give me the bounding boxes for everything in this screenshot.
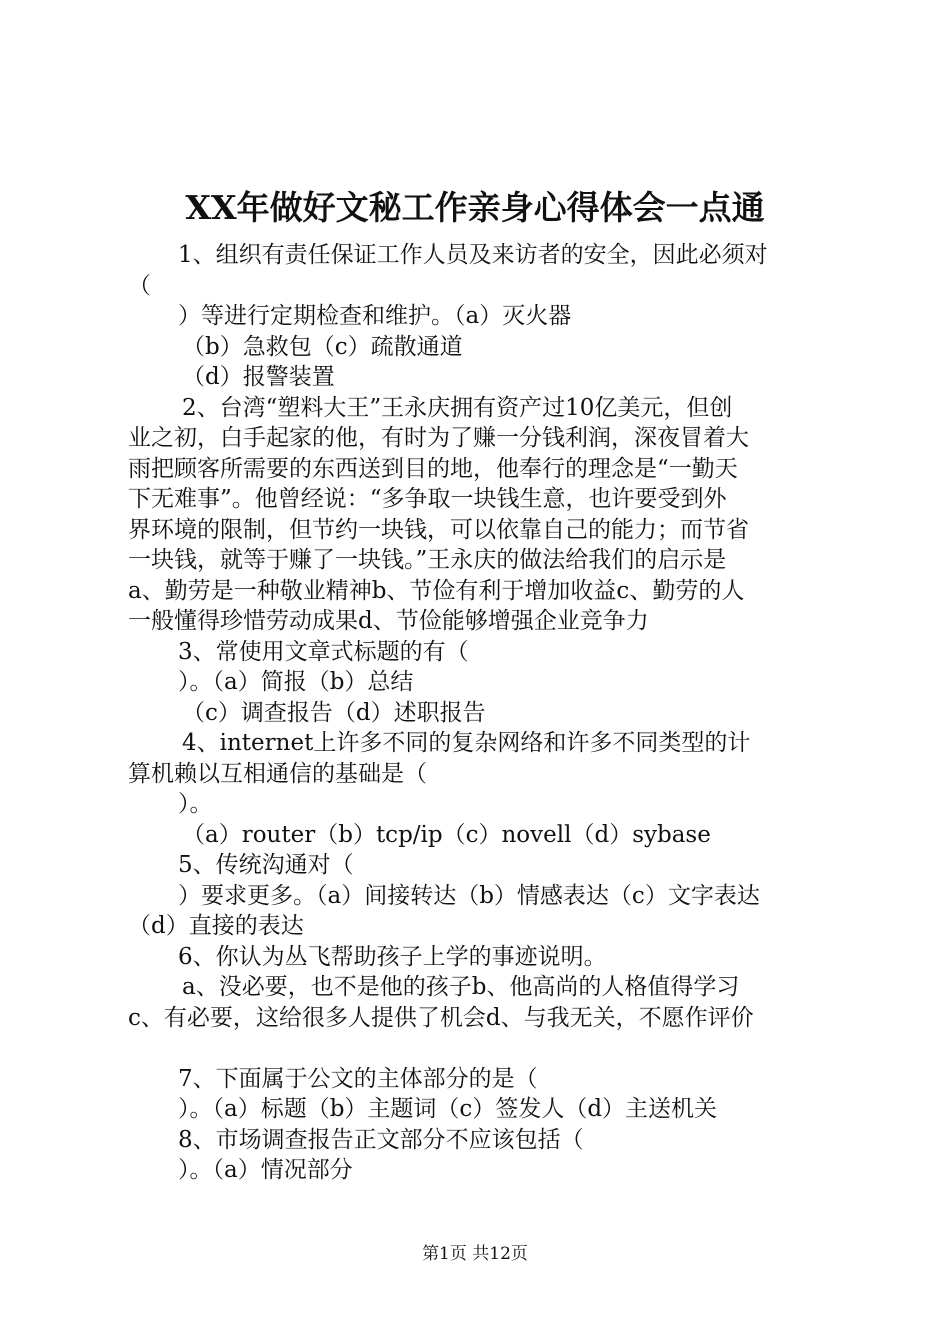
paragraph-line: 业之初，白手起家的他，有时为了赚一分钱利润，深夜冒着大 xyxy=(128,425,749,451)
paragraph-line: （b）急救包（c）疏散通道 xyxy=(182,333,463,360)
paragraph-line: （a）router（b）tcp/ip（c）novell（d）sybase xyxy=(182,821,711,848)
paragraph-line: （ xyxy=(128,272,151,299)
paragraph-line: ）要求更多。（a）间接转达（b）情感表达（c）文字表达 xyxy=(178,882,760,909)
paragraph-line: 下无难事”。他曾经说：“多争取一块钱生意，也许要受到外 xyxy=(128,486,727,512)
page-footer: 第1页 共12页 xyxy=(422,1244,528,1264)
paragraph-line: a、勤劳是一种敬业精神b、节俭有利于增加收益c、勤劳的人 xyxy=(128,577,745,604)
paragraph-line: 3、常使用文章式标题的有（ xyxy=(178,638,469,665)
paragraph-line: 一块钱，就等于赚了一块钱。”王永庆的做法给我们的启示是 xyxy=(128,547,727,573)
paragraph-line: ）。（a）简报（b）总结 xyxy=(178,669,414,695)
paragraph-line: 5、传统沟通对（ xyxy=(178,852,354,878)
paragraph-line: （d）直接的表达 xyxy=(128,913,304,939)
paragraph-line: ）。 xyxy=(178,791,213,817)
paragraph-line: ）等进行定期检查和维护。（a）灭火器 xyxy=(178,303,572,329)
paragraph-line: c、有必要，这给很多人提供了机会d、与我无关，不愿作评价 xyxy=(128,1004,754,1031)
paragraph-line: 算机赖以互相通信的基础是（ xyxy=(128,760,427,787)
paragraph-line: ）。（a）标题（b）主题词（c）签发人（d）主送机关 xyxy=(178,1096,718,1122)
paragraph-line: a、没必要，也不是他的孩子b、他高尚的人格值得学习 xyxy=(182,974,740,1000)
paragraph-line: 2、台湾“塑料大王”王永庆拥有资产过10亿美元，但创 xyxy=(182,394,733,421)
document-title: XX年做好文秘工作亲身心得体会一点通 xyxy=(185,188,765,227)
paragraph-line: 4、internet上许多不同的复杂网络和许多不同类型的计 xyxy=(182,730,751,756)
paragraph-line: 1、组织有责任保证工作人员及来访者的安全，因此必须对 xyxy=(178,242,768,268)
paragraph-line: （d）报警装置 xyxy=(182,364,335,390)
paragraph-line: ）。（a）情况部分 xyxy=(178,1157,353,1183)
paragraph-line: 8、市场调查报告正文部分不应该包括（ xyxy=(178,1126,584,1153)
paragraph-line: （c）调查报告（d）述职报告 xyxy=(182,699,486,726)
document-body xyxy=(128,240,832,1186)
paragraph-line: 一般懂得珍惜劳动成果d、节俭能够增强企业竞争力 xyxy=(128,608,649,634)
blank-line xyxy=(128,1033,832,1064)
paragraph-line: 界环境的限制，但节约一块钱，可以依靠自己的能力；而节省 xyxy=(128,516,749,543)
paragraph-line: 7、下面属于公文的主体部分的是（ xyxy=(178,1065,538,1092)
paragraph-line: 雨把顾客所需要的东西送到目的地，他奉行的理念是“一勤天 xyxy=(128,455,738,482)
paragraph-line: 6、你认为丛飞帮助孩子上学的事迹说明。 xyxy=(178,943,607,970)
